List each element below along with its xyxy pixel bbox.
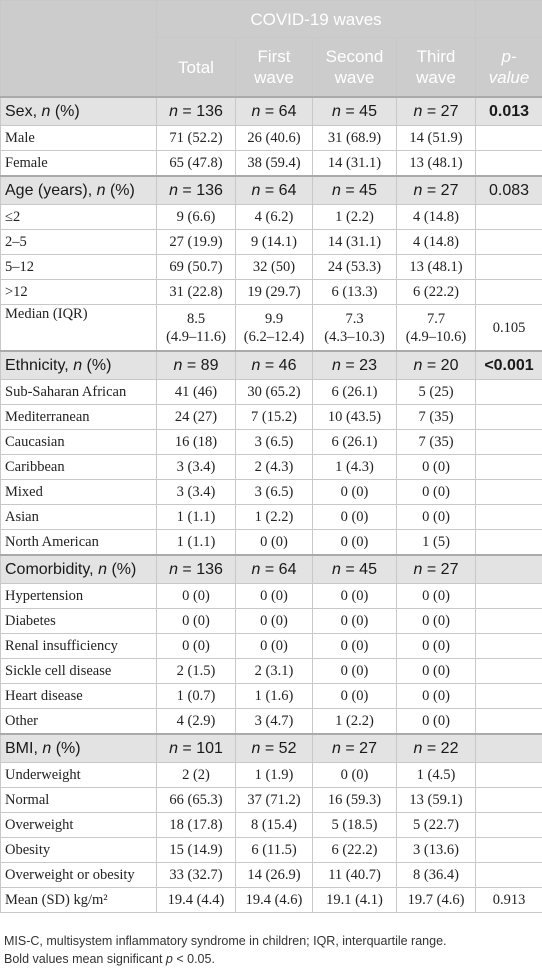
table-row [1,813,542,838]
row-p-value [476,405,542,430]
row-value: 13 (48.1) [397,151,476,177]
row-value: 3 (6.5) [236,480,313,505]
row-p-value [476,205,542,230]
table-row [1,126,542,151]
section-label: Ethnicity, n (%) [1,351,157,380]
row-value: 6 (11.5) [236,838,313,863]
table-row [1,505,542,530]
table-header [1,1,542,98]
table-row [1,863,542,888]
row-value: 6 (26.1) [313,430,397,455]
row-p-value [476,430,542,455]
row-value: 0 (0) [313,684,397,709]
row-value: 41 (46) [157,380,236,405]
row-p-value [476,151,542,177]
row-p-value [476,609,542,634]
row-value: 7 (15.2) [236,405,313,430]
row-value: 37 (71.2) [236,788,313,813]
row-value: 0 (0) [397,609,476,634]
row-value: 8.5 (4.9–11.6) [157,305,236,352]
row-value: 0 (0) [313,530,397,556]
row-value: 0 (0) [397,455,476,480]
row-value: 10 (43.5) [313,405,397,430]
row-value: 9 (14.1) [236,230,313,255]
row-value: 38 (59.4) [236,151,313,177]
row-value: 6 (26.1) [313,380,397,405]
row-value: 4 (6.2) [236,205,313,230]
row-value: 7 (35) [397,430,476,455]
section-n-cell: n = 46 [236,351,313,380]
table-body [1,97,542,913]
row-p-value [476,788,542,813]
row-p-value [476,659,542,684]
row-value: 0 (0) [397,634,476,659]
table-row [1,838,542,863]
row-p-value [476,684,542,709]
col-header-total: Total [157,38,236,98]
row-value: 1 (4.3) [313,455,397,480]
section-n-cell: n = 52 [236,734,313,763]
row-label: 2–5 [1,230,157,255]
section-header-row [1,176,542,205]
row-p-value [476,380,542,405]
table-row [1,405,542,430]
table-row [1,430,542,455]
footnote-significance: Bold values mean significant p < 0.05. [4,952,215,966]
section-n-cell: n = 136 [157,555,236,584]
table-footnote [4,932,540,968]
row-value: 1 (2.2) [236,505,313,530]
row-label: Mixed [1,480,157,505]
row-value: 0 (0) [397,584,476,609]
section-header-row [1,97,542,126]
row-value: 3 (6.5) [236,430,313,455]
row-value: 4 (14.8) [397,230,476,255]
row-p-value [476,230,542,255]
row-value: 7 (35) [397,405,476,430]
row-value: 3 (4.7) [236,709,313,735]
row-value: 14 (31.1) [313,151,397,177]
table-row [1,255,542,280]
section-n-cell: n = 27 [397,176,476,205]
section-label: Age (years), n (%) [1,176,157,205]
row-value: 0 (0) [157,584,236,609]
row-value: 0 (0) [397,480,476,505]
row-value: 0 (0) [157,634,236,659]
table-row [1,709,542,735]
section-n-cell: n = 64 [236,97,313,126]
row-value: 5 (18.5) [313,813,397,838]
section-label: Sex, n (%) [1,97,157,126]
row-value: 5 (22.7) [397,813,476,838]
row-value: 1 (5) [397,530,476,556]
row-value: 7.3 (4.3–10.3) [313,305,397,352]
table-row [1,530,542,556]
col-header-p-value: p- value [476,38,542,98]
section-n-cell: n = 27 [313,734,397,763]
row-value: 24 (53.3) [313,255,397,280]
row-value: 16 (18) [157,430,236,455]
row-value: 3 (13.6) [397,838,476,863]
row-value: 6 (22.2) [397,280,476,305]
row-value: 19.7 (4.6) [397,888,476,913]
row-label: Obesity [1,838,157,863]
row-value: 2 (3.1) [236,659,313,684]
row-value: 8 (36.4) [397,863,476,888]
row-value: 32 (50) [236,255,313,280]
row-value: 0 (0) [236,609,313,634]
section-label: Comorbidity, n (%) [1,555,157,584]
row-value: 26 (40.6) [236,126,313,151]
row-value: 2 (2) [157,763,236,788]
row-p-value [476,255,542,280]
row-value: 19.1 (4.1) [313,888,397,913]
row-value: 27 (19.9) [157,230,236,255]
section-p-value: <0.001 [476,351,542,380]
row-label: Mean (SD) kg/m² [1,888,157,913]
row-value: 0 (0) [397,659,476,684]
row-label: Hypertension [1,584,157,609]
table-row [1,609,542,634]
row-value: 71 (52.2) [157,126,236,151]
row-value: 19.4 (4.4) [157,888,236,913]
row-value: 0 (0) [313,763,397,788]
row-p-value [476,126,542,151]
table-row [1,151,542,177]
row-value: 15 (14.9) [157,838,236,863]
section-n-cell: n = 89 [157,351,236,380]
table-row [1,380,542,405]
row-label: Female [1,151,157,177]
row-p-value [476,813,542,838]
table-row [1,584,542,609]
section-n-cell: n = 27 [397,555,476,584]
row-label: Diabetes [1,609,157,634]
table-row [1,205,542,230]
section-header-row [1,734,542,763]
table-row [1,230,542,255]
row-value: 1 (2.2) [313,205,397,230]
section-n-cell: n = 45 [313,555,397,584]
row-value: 9 (6.6) [157,205,236,230]
row-value: 1 (1.1) [157,530,236,556]
section-n-cell: n = 45 [313,97,397,126]
section-n-cell: n = 45 [313,176,397,205]
row-label: Mediterranean [1,405,157,430]
row-value: 31 (68.9) [313,126,397,151]
row-value: 0 (0) [157,609,236,634]
row-value: 0 (0) [313,505,397,530]
row-value: 0 (0) [313,609,397,634]
row-value: 66 (65.3) [157,788,236,813]
col-header-second-wave: Second wave [313,38,397,98]
row-p-value [476,709,542,735]
row-label: >12 [1,280,157,305]
section-n-cell: n = 64 [236,176,313,205]
table-row [1,659,542,684]
section-p-value: 0.083 [476,176,542,205]
row-p-value [476,280,542,305]
section-p-value [476,555,542,584]
row-label: Renal insufficiency [1,634,157,659]
table-row [1,684,542,709]
row-value: 1 (0.7) [157,684,236,709]
row-value: 1 (1.6) [236,684,313,709]
footnote-abbreviations: MIS-C, multisystem inflammatory syndrome in children; IQR, interquartile range. [4,934,447,948]
row-value: 19.4 (4.6) [236,888,313,913]
col-header-third-wave: Third wave [397,38,476,98]
row-label: Median (IQR) [1,305,157,352]
section-p-value [476,734,542,763]
row-label: Overweight [1,813,157,838]
table-row [1,788,542,813]
row-value: 6 (22.2) [313,838,397,863]
row-label: Caribbean [1,455,157,480]
row-value: 1 (1.1) [157,505,236,530]
row-value: 11 (40.7) [313,863,397,888]
row-label: Underweight [1,763,157,788]
row-p-value [476,530,542,556]
section-header-row [1,351,542,380]
row-value: 33 (32.7) [157,863,236,888]
row-value: 65 (47.8) [157,151,236,177]
header-blank [476,1,542,38]
row-value: 19 (29.7) [236,280,313,305]
row-p-value [476,763,542,788]
section-n-cell: n = 136 [157,97,236,126]
row-p-value [476,505,542,530]
section-p-value: 0.013 [476,97,542,126]
row-value: 8 (15.4) [236,813,313,838]
table-row [1,280,542,305]
table-row [1,888,542,913]
table-row [1,763,542,788]
row-value: 1 (1.9) [236,763,313,788]
row-label: Asian [1,505,157,530]
col-header-first-wave: First wave [236,38,313,98]
section-n-cell: n = 101 [157,734,236,763]
section-label: BMI, n (%) [1,734,157,763]
table-row [1,455,542,480]
header-corner [1,1,157,98]
section-n-cell: n = 23 [313,351,397,380]
row-value: 18 (17.8) [157,813,236,838]
row-value: 4 (2.9) [157,709,236,735]
section-n-cell: n = 64 [236,555,313,584]
row-value: 31 (22.8) [157,280,236,305]
row-value: 24 (27) [157,405,236,430]
row-value: 1 (4.5) [397,763,476,788]
table-row [1,305,542,352]
row-p-value: 0.913 [476,888,542,913]
table-row [1,634,542,659]
row-label: Normal [1,788,157,813]
row-value: 13 (48.1) [397,255,476,280]
row-value: 2 (4.3) [236,455,313,480]
row-value: 9.9 (6.2–12.4) [236,305,313,352]
row-value: 3 (3.4) [157,480,236,505]
section-n-cell: n = 136 [157,176,236,205]
group-header: COVID-19 waves [157,1,476,38]
row-value: 0 (0) [397,709,476,735]
section-header-row [1,555,542,584]
row-value: 2 (1.5) [157,659,236,684]
row-p-value [476,455,542,480]
row-value: 16 (59.3) [313,788,397,813]
row-value: 30 (65.2) [236,380,313,405]
row-value: 4 (14.8) [397,205,476,230]
row-value: 0 (0) [236,584,313,609]
row-label: North American [1,530,157,556]
row-p-value: 0.105 [476,305,542,352]
row-label: 5–12 [1,255,157,280]
row-value: 0 (0) [313,659,397,684]
row-label: Other [1,709,157,735]
section-n-cell: n = 27 [397,97,476,126]
row-label: Male [1,126,157,151]
row-value: 1 (2.2) [313,709,397,735]
row-value: 3 (3.4) [157,455,236,480]
row-p-value [476,863,542,888]
row-value: 0 (0) [236,530,313,556]
row-value: 0 (0) [313,584,397,609]
row-value: 69 (50.7) [157,255,236,280]
row-value: 14 (51.9) [397,126,476,151]
row-p-value [476,584,542,609]
row-p-value [476,480,542,505]
row-value: 0 (0) [236,634,313,659]
row-value: 0 (0) [397,505,476,530]
row-value: 6 (13.3) [313,280,397,305]
row-value: 0 (0) [313,480,397,505]
row-label: ≤2 [1,205,157,230]
table-row [1,480,542,505]
row-value: 13 (59.1) [397,788,476,813]
row-value: 14 (26.9) [236,863,313,888]
row-value: 0 (0) [397,684,476,709]
section-n-cell: n = 20 [397,351,476,380]
row-value: 5 (25) [397,380,476,405]
row-p-value [476,838,542,863]
row-label: Overweight or obesity [1,863,157,888]
row-label: Sickle cell disease [1,659,157,684]
row-value: 7.7 (4.9–10.6) [397,305,476,352]
row-p-value [476,634,542,659]
row-label: Sub-Saharan African [1,380,157,405]
row-label: Heart disease [1,684,157,709]
row-value: 0 (0) [313,634,397,659]
row-label: Caucasian [1,430,157,455]
row-value: 14 (31.1) [313,230,397,255]
section-n-cell: n = 22 [397,734,476,763]
